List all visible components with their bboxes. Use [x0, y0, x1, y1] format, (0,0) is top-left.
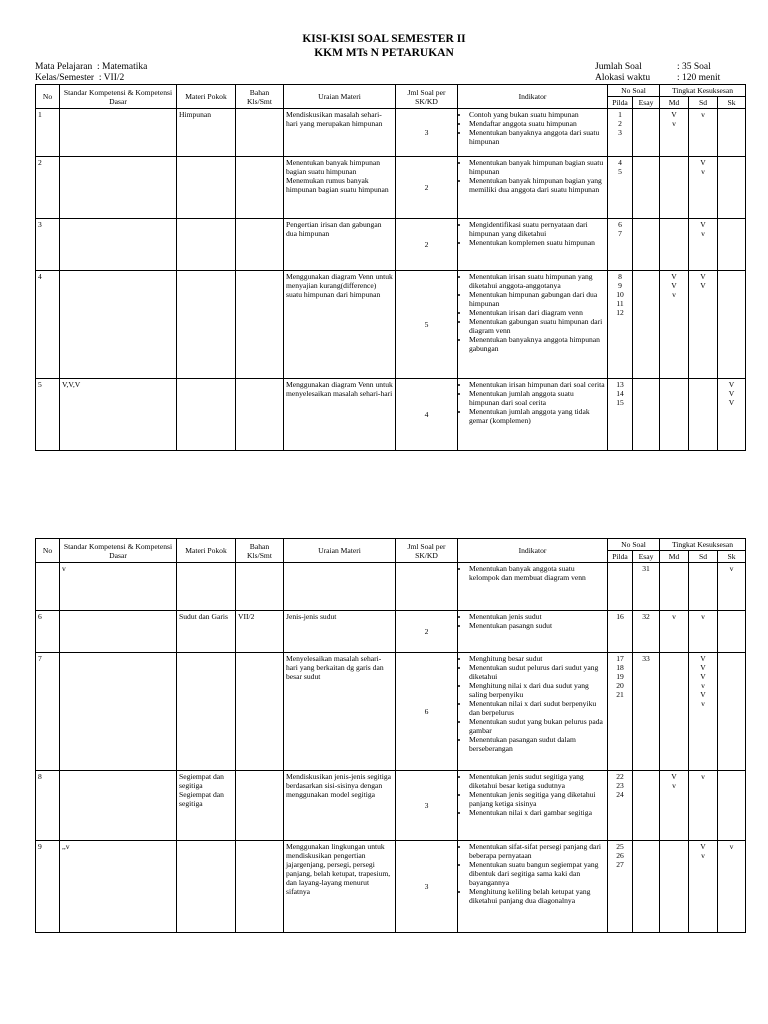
row-uraian: Mendiskusikan jenis-jenis segitiga berdasarkan sisi-sisinya dengan menggunakan model segitiga — [284, 771, 396, 841]
indikator-item: • Menentukan jumlah anggota suatu himpunan dari soal cerita — [469, 389, 605, 407]
pilda-number: 8 — [618, 272, 622, 281]
row-sk — [60, 157, 177, 219]
indikator-item: • Mendaftar anggota suatu himpunan — [469, 119, 605, 128]
row-pilda — [608, 271, 633, 379]
row-indikator — [458, 653, 608, 771]
md-mark: V — [671, 281, 677, 290]
table-row — [36, 271, 746, 379]
md-mark: v — [672, 119, 676, 128]
table-row — [36, 841, 746, 933]
row-jml: 2 — [396, 611, 458, 653]
sk-mark: V — [728, 398, 735, 407]
indikator-item: • Menentukan irisan suatu himpunan yang diketahui anggota-anggotanya — [469, 272, 605, 290]
header-row — [36, 85, 746, 97]
sk-mark: V — [728, 380, 735, 389]
row-materi — [177, 271, 236, 379]
md-mark: v — [672, 781, 676, 790]
kisi-table-1 — [35, 84, 746, 451]
row-sk — [60, 611, 177, 653]
row-bahan — [236, 771, 284, 841]
row-uraian: Menyelesaikan masalah sehari-hari yang berkaitan dg garis dan besar sudut — [284, 653, 396, 771]
row-bahan — [236, 109, 284, 157]
row-sd — [689, 841, 718, 933]
indikator-item: • Menentukan jenis sudut segitiga yang diketahui besar ketiga sudutnya — [469, 772, 605, 790]
sd-mark: v — [701, 681, 705, 690]
indikator-item: • Menentukan sifat-sifat persegi panjang dari beberapa pernyataan — [469, 842, 605, 860]
row-md — [660, 563, 689, 611]
row-no: 9 — [36, 841, 60, 933]
row-jml: 2 — [396, 219, 458, 271]
row-sk — [60, 771, 177, 841]
pilda-number: 13 — [616, 380, 624, 389]
indikator-item: • Menentukan jenis sudut — [469, 612, 605, 621]
pilda-number: 16 — [616, 612, 624, 621]
sd-mark: v — [701, 699, 705, 708]
pilda-number: 4 — [618, 158, 622, 167]
indikator-item: • Menentukan irisan himpunan dari soal cerita — [469, 380, 605, 389]
row-pilda — [608, 771, 633, 841]
row-materi — [177, 219, 236, 271]
indikator-item: • Menentukan banyak himpunan bagian yang memiliki dua anggota dari suatu himpunan — [469, 176, 605, 194]
row-no: 6 — [36, 611, 60, 653]
row-indikator — [458, 219, 608, 271]
row-sk-level — [718, 109, 746, 157]
header-sk-level: Sk — [718, 97, 746, 109]
sd-mark: v — [701, 851, 705, 860]
header-jml: Jml Soal per SK/KD — [396, 539, 458, 563]
row-md — [660, 271, 689, 379]
indikator-item: • Menentukan irisan dari diagram venn — [469, 308, 605, 317]
row-uraian: Mendiskusikan masalah sehari-hari yang merupakan himpunan — [284, 109, 396, 157]
indikator-item: • Menentukan gabungan suatu himpunan dari diagram venn — [469, 317, 605, 335]
row-materi: Himpunan — [177, 109, 236, 157]
row-indikator — [458, 771, 608, 841]
pilda-number: 15 — [616, 398, 624, 407]
pilda-number: 18 — [616, 663, 624, 672]
pilda-number: 9 — [618, 281, 622, 290]
row-pilda — [608, 653, 633, 771]
header-sd: Sd — [689, 551, 718, 563]
sd-mark: V — [700, 654, 706, 663]
row-md — [660, 157, 689, 219]
header-tingkat: Tingkat Kesuksesan — [660, 539, 746, 551]
sd-mark: V — [700, 158, 706, 167]
pilda-number: 12 — [616, 308, 624, 317]
row-uraian — [284, 563, 396, 611]
row-no — [36, 563, 60, 611]
row-sk — [60, 109, 177, 157]
row-sk-level — [718, 219, 746, 271]
row-materi: Sudut dan Garis — [177, 611, 236, 653]
row-no: 8 — [36, 771, 60, 841]
header-materi: Materi Pokok — [177, 85, 236, 109]
pilda-number: 1 — [618, 110, 622, 119]
row-md — [660, 653, 689, 771]
pilda-number: 21 — [616, 690, 624, 699]
sd-mark: V — [700, 663, 706, 672]
header-bahan: Bahan Kls/Smt — [236, 539, 284, 563]
md-mark: V — [671, 272, 677, 281]
table-row — [36, 611, 746, 653]
pilda-number: 14 — [616, 389, 624, 398]
indikator-item: • Menentukan pasangan sudut dalam berseberangan — [469, 735, 605, 753]
header-md: Md — [660, 551, 689, 563]
row-no: 4 — [36, 271, 60, 379]
row-md — [660, 611, 689, 653]
row-esay — [633, 611, 660, 653]
header-sd: Sd — [689, 97, 718, 109]
pilda-number: 27 — [616, 860, 624, 869]
row-esay — [633, 157, 660, 219]
row-uraian: Menentukan banyak himpunan bagian suatu himpunan Menemukan rumus banyak himpunan bagian suatu himpunan — [284, 157, 396, 219]
row-pilda — [608, 379, 633, 451]
indikator-item: • Mengidentifikasi suatu pernyataan dari himpunan yang diketahui — [469, 220, 605, 238]
header-sk: Standar Kompetensi & Kompetensi Dasar — [60, 539, 177, 563]
indikator-item: • Menentukan sudut pelurus dari sudut yang diketahui — [469, 663, 605, 681]
row-jml: 5 — [396, 271, 458, 379]
row-sk-level — [718, 841, 746, 933]
row-sk-level — [718, 157, 746, 219]
row-pilda — [608, 563, 633, 611]
row-md — [660, 109, 689, 157]
row-bahan — [236, 271, 284, 379]
row-bahan — [236, 379, 284, 451]
indikator-item: • Menentukan jumlah anggota yang tidak gemar (komplemen) — [469, 407, 605, 425]
row-no: 5 — [36, 379, 60, 451]
header-jml: Jml Soal per SK/KD — [396, 85, 458, 109]
row-indikator — [458, 109, 608, 157]
header-pilda: Pilda — [608, 551, 633, 563]
row-esay — [633, 109, 660, 157]
row-sd — [689, 611, 718, 653]
md-mark: v — [672, 290, 676, 299]
pilda-number: 3 — [618, 128, 622, 137]
indikator-item: • Menentukan pasangn sudut — [469, 621, 605, 630]
table-row — [36, 219, 746, 271]
md-mark: V — [671, 110, 677, 119]
sd-mark: v — [701, 110, 705, 119]
row-materi — [177, 653, 236, 771]
row-sk-level — [718, 271, 746, 379]
table-row — [36, 771, 746, 841]
row-jml: 4 — [396, 379, 458, 451]
header-tingkat: Tingkat Kesuksesan — [660, 85, 746, 97]
row-no: 1 — [36, 109, 60, 157]
row-indikator — [458, 841, 608, 933]
pilda-number: 24 — [616, 790, 624, 799]
sd-mark: V — [700, 281, 706, 290]
sk-mark: V — [728, 389, 735, 398]
row-materi — [177, 841, 236, 933]
row-sk: V,V,V — [60, 379, 177, 451]
header-no: No — [36, 539, 60, 563]
row-esay — [633, 379, 660, 451]
row-md — [660, 841, 689, 933]
indikator-item: • Menentukan sudut yang bukan pelurus pada gambar — [469, 717, 605, 735]
row-pilda — [608, 219, 633, 271]
row-materi — [177, 563, 236, 611]
row-no: 3 — [36, 219, 60, 271]
row-sk: v — [60, 563, 177, 611]
row-materi — [177, 379, 236, 451]
row-esay — [633, 563, 660, 611]
pilda-number: 22 — [616, 772, 624, 781]
row-materi — [177, 157, 236, 219]
header-nosoal: No Soal — [608, 85, 660, 97]
row-indikator — [458, 271, 608, 379]
row-indikator — [458, 157, 608, 219]
indikator-item: • Menghitung nilai x dari dua sudut yang saling berpenyiku — [469, 681, 605, 699]
row-sd — [689, 157, 718, 219]
indikator-item: • Menentukan komplemen suatu himpunan — [469, 238, 605, 247]
row-esay — [633, 771, 660, 841]
page-subtitle: KKM MTs N PETARUKAN — [314, 47, 454, 59]
row-bahan — [236, 841, 284, 933]
row-sk: ,,v — [60, 841, 177, 933]
row-sk — [60, 653, 177, 771]
pilda-number: 7 — [618, 229, 622, 238]
row-jml: 2 — [396, 157, 458, 219]
row-pilda — [608, 157, 633, 219]
row-sk-level — [718, 563, 746, 611]
md-mark: v — [672, 612, 676, 621]
header-uraian: Uraian Materi — [284, 539, 396, 563]
row-pilda — [608, 109, 633, 157]
header-materi: Materi Pokok — [177, 539, 236, 563]
row-sk — [60, 219, 177, 271]
row-jml: 3 — [396, 771, 458, 841]
row-esay — [633, 219, 660, 271]
header-no: No — [36, 85, 60, 109]
row-sd — [689, 653, 718, 771]
row-sk-level — [718, 771, 746, 841]
header-esay: Esay — [633, 97, 660, 109]
header-row — [36, 539, 746, 551]
row-indikator — [458, 611, 608, 653]
row-uraian: Pengertian irisan dan gabungan dua himpunan — [284, 219, 396, 271]
sd-mark: V — [700, 220, 706, 229]
kisi-table-2 — [35, 538, 746, 933]
row-uraian: Menggunakan diagram Venn untuk menyajian kurang(difference) suatu himpunan dari himpunan — [284, 271, 396, 379]
table-row — [36, 379, 746, 451]
row-sd — [689, 271, 718, 379]
table-row — [36, 157, 746, 219]
row-uraian: Menggunakan lingkungan untuk mendiskusikan pengertian jajargenjang, persegi, persegi panjang, belah ketupat, trapesium, dan layang-layang menurut sifatnya — [284, 841, 396, 933]
row-sd — [689, 219, 718, 271]
indikator-item: • Menentukan himpunan gabungan dari dua himpunan — [469, 290, 605, 308]
header-pilda: Pilda — [608, 97, 633, 109]
pilda-number: 25 — [616, 842, 624, 851]
indikator-item: • Menentukan nilai x dari gambar segitiga — [469, 808, 605, 817]
pilda-number: 20 — [616, 681, 624, 690]
indikator-item: • Menghitung keliling belah ketupat yang diketahui panjang dua diagonalnya — [469, 887, 605, 905]
header-indikator: Indikator — [458, 85, 608, 109]
pilda-number: 19 — [616, 672, 624, 681]
indikator-item: • Menentukan banyaknya anggota himpunan gabungan — [469, 335, 605, 353]
info-waktu-label: Alokasi waktu — [595, 73, 651, 83]
indikator-item: • Menentukan banyak anggota suatu kelompok dan membuat diagram venn — [469, 564, 605, 582]
sd-mark: V — [700, 690, 706, 699]
header-bahan: Bahan Kls/Smt — [236, 85, 284, 109]
row-bahan: VII/2 — [236, 611, 284, 653]
row-sd — [689, 771, 718, 841]
row-no: 2 — [36, 157, 60, 219]
pilda-number: 23 — [616, 781, 624, 790]
header-indikator: Indikator — [458, 539, 608, 563]
page-title: KISI-KISI SOAL SEMESTER II — [302, 33, 466, 45]
header-esay: Esay — [633, 551, 660, 563]
table-row — [36, 109, 746, 157]
pilda-number: 17 — [616, 654, 624, 663]
row-indikator — [458, 563, 608, 611]
row-esay — [633, 271, 660, 379]
row-indikator — [458, 379, 608, 451]
indikator-item: • Menentukan suatu bangun segiempat yang dibentuk dari segitiga sama kaki dan bayangannya — [469, 860, 605, 887]
header-nosoal: No Soal — [608, 539, 660, 551]
esay-number: 33 — [642, 654, 650, 663]
indikator-item: • Menentukan jenis segitiga yang diketahui panjang ketiga sisinya — [469, 790, 605, 808]
row-md — [660, 219, 689, 271]
info-waktu-value: : 120 menit — [677, 73, 721, 83]
row-sd — [689, 379, 718, 451]
pilda-number: 5 — [618, 167, 622, 176]
row-esay — [633, 653, 660, 771]
esay-number: 32 — [642, 612, 650, 621]
sd-mark: v — [701, 167, 705, 176]
row-sk-level — [718, 653, 746, 771]
sk-mark: v — [729, 842, 734, 851]
row-sk — [60, 271, 177, 379]
sd-mark: v — [701, 772, 705, 781]
row-sd — [689, 563, 718, 611]
sd-mark: v — [701, 229, 705, 238]
md-mark: V — [671, 772, 677, 781]
sk-mark: v — [729, 564, 734, 573]
row-jml: 3 — [396, 109, 458, 157]
header-uraian: Uraian Materi — [284, 85, 396, 109]
pilda-number: 26 — [616, 851, 624, 860]
pilda-number: 11 — [616, 299, 624, 308]
row-esay — [633, 841, 660, 933]
pilda-number: 6 — [618, 220, 622, 229]
row-uraian: Menggunakan diagram Venn untuk menyelesaikan masalah sehari-hari — [284, 379, 396, 451]
header-sk-level: Sk — [718, 551, 746, 563]
row-bahan — [236, 157, 284, 219]
row-sd — [689, 109, 718, 157]
row-bahan — [236, 563, 284, 611]
table-row — [36, 563, 746, 611]
indikator-item: • Menentukan banyaknya anggota dari suatu himpunan — [469, 128, 605, 146]
indikator-item: • Contoh yang bukan suatu himpunan — [469, 110, 605, 119]
esay-number: 31 — [642, 564, 650, 573]
info-jumlah-value: : 35 Soal — [677, 62, 711, 72]
table-row — [36, 653, 746, 771]
pilda-number: 2 — [618, 119, 622, 128]
row-sk-level — [718, 379, 746, 451]
row-no: 7 — [36, 653, 60, 771]
sd-mark: V — [700, 842, 706, 851]
row-md — [660, 771, 689, 841]
info-mapel: Mata Pelajaran : Matematika — [35, 62, 148, 72]
sd-mark: v — [701, 612, 705, 621]
row-jml: 3 — [396, 841, 458, 933]
row-materi: Segiempat dan segitiga Segiempat dan segitiga — [177, 771, 236, 841]
header-sk: Standar Kompetensi & Kompetensi Dasar — [60, 85, 177, 109]
row-jml — [396, 563, 458, 611]
row-pilda — [608, 841, 633, 933]
info-jumlah-label: Jumlah Soal — [595, 62, 642, 72]
indikator-item: • Menghitung besar sudut — [469, 654, 605, 663]
info-kelas: Kelas/Semester : VII/2 — [35, 73, 125, 83]
sd-mark: V — [700, 672, 706, 681]
indikator-item: • Menentukan banyak himpunan bagian suatu himpunan — [469, 158, 605, 176]
row-sk-level — [718, 611, 746, 653]
row-uraian: Jenis-jenis sudut — [284, 611, 396, 653]
pilda-number: 10 — [616, 290, 624, 299]
row-pilda — [608, 611, 633, 653]
header-md: Md — [660, 97, 689, 109]
row-jml: 6 — [396, 653, 458, 771]
row-md — [660, 379, 689, 451]
sd-mark: V — [700, 272, 706, 281]
row-bahan — [236, 653, 284, 771]
indikator-item: • Menentukan nilai x dari sudut berpenyiku dan berpelurus — [469, 699, 605, 717]
row-bahan — [236, 219, 284, 271]
